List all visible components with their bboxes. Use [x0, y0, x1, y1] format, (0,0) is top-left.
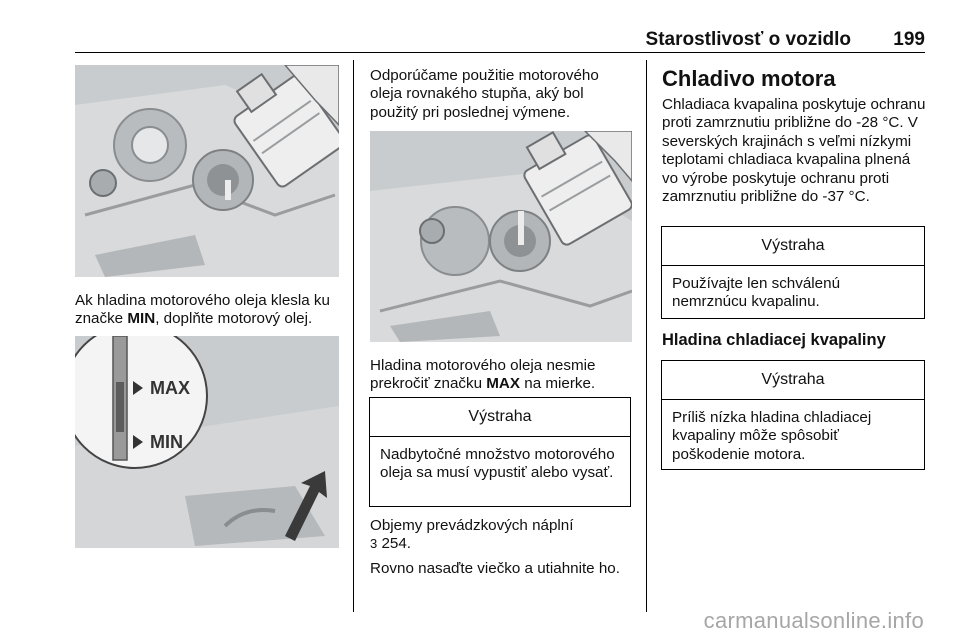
warning-box-excess-oil	[369, 397, 631, 507]
warning-body: Príliš nízka hladina chladiacej kvapaliny môže spôsobiť poškodenie motora.	[672, 409, 872, 463]
oil-filler-illustration	[75, 65, 339, 277]
capacities-text: Objemy prevádzkových náplní	[370, 517, 574, 534]
ref-arrow-icon: 3	[370, 536, 378, 552]
capacities-page-ref[interactable]: 254.	[381, 535, 412, 553]
oil-low-text-end: , doplňte motorový olej.	[155, 310, 313, 328]
oil-grade-text: Odporúčame použitie motorového oleja rovnakého stupňa, aký bol použitý pri poslednej výmene.	[370, 67, 599, 121]
closing-text: Rovno nasaďte viečko a utiahnite ho.	[370, 559, 620, 577]
oil-low-text: Ak hladina motorového oleja klesla ku značke	[75, 292, 330, 328]
capacities-paragraph	[370, 517, 634, 578]
dipstick-max-label: MAX	[150, 378, 190, 398]
coolant-intro-text: Chladiaca kvapalina poskytuje ochranu proti zamrznutiu približne do -28 °C. V severských krajinách s veľmi nízkymi teplotami chladiaca kvapalina plnená vo výrobe poskytuje ochranu proti zamrznutiu približne do -37 °C.	[662, 96, 926, 206]
warning-body: Používajte len schválenú nemrznúcu kvapalinu.	[672, 275, 841, 311]
page-number: 199	[893, 29, 925, 50]
warning-title: Výstraha	[370, 398, 630, 437]
coolant-heading: Chladivo motora	[662, 66, 836, 91]
min-mark-label: MIN	[127, 310, 156, 328]
page-header	[75, 26, 925, 50]
oil-low-paragraph	[75, 292, 343, 329]
column-divider-2	[646, 60, 647, 612]
coolant-level-subheading: Hladina chladiacej kvapaliny	[662, 331, 886, 349]
warning-title: Výstraha	[662, 227, 924, 266]
warning-box-low-coolant	[661, 360, 925, 470]
oil-max-paragraph	[370, 357, 634, 394]
oil-grade-paragraph	[370, 67, 634, 122]
coolant-intro-paragraph	[662, 96, 930, 206]
max-mark-label: MAX	[486, 375, 521, 393]
warning-title: Výstraha	[662, 361, 924, 400]
site-watermark: carmanualsonline.info	[703, 608, 924, 633]
section-title: Starostlivosť o vozidlo	[645, 29, 851, 50]
warning-body: Nadbytočné množstvo motorového oleja sa musí vypustiť alebo vysať.	[380, 446, 615, 482]
column-divider-1	[353, 60, 354, 612]
oil-max-text-end: na mierke.	[520, 375, 596, 393]
header-rule	[75, 52, 925, 53]
oil-max-text: Hladina motorového oleja nesmie prekročiť značku	[370, 357, 596, 393]
oil-refill-illustration	[370, 131, 632, 342]
warning-box-antifreeze	[661, 226, 925, 319]
dipstick-illustration	[75, 336, 339, 548]
dipstick-min-label: MIN	[150, 432, 183, 452]
